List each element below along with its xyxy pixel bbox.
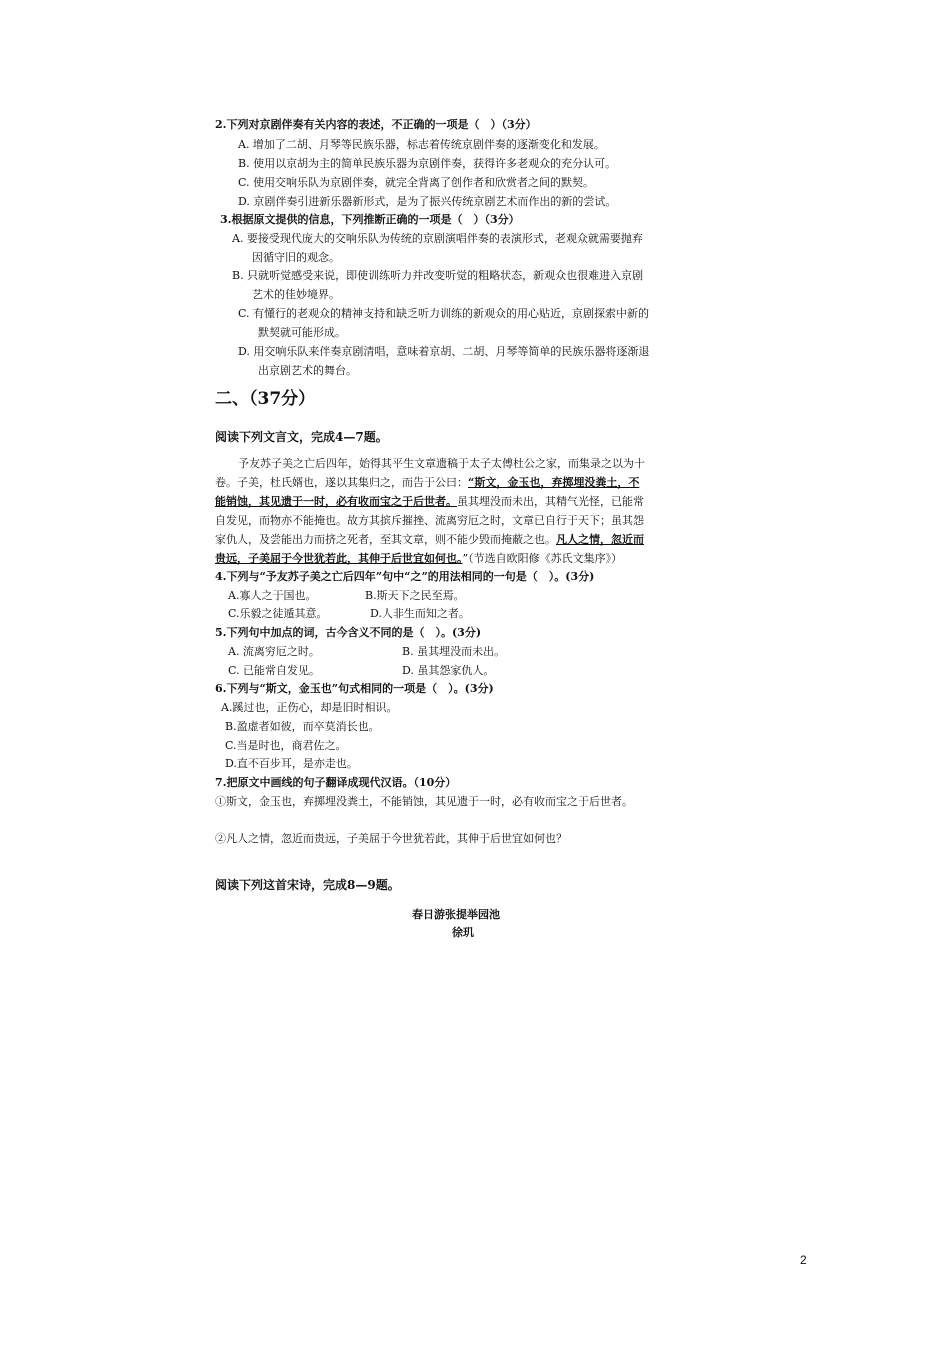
q6-option-d: D.直不百步耳，是亦走也。	[225, 757, 358, 770]
q3-option-c-cont: 默契就可能形成。	[258, 326, 346, 339]
q7-stem: 7.把原文中画线的句子翻译成现代汉语。（10分）	[215, 776, 457, 789]
q3-stem: 3.根据原文提供的信息，下列推断正确的一项是（ ）（3分）	[220, 213, 520, 226]
q4-option-a: A.寡人之于国也。	[228, 589, 317, 602]
underlined-sentence-2: 凡人之情，忽近而	[556, 533, 644, 546]
q5-option-d: D. 虽其怨家仇人。	[402, 664, 495, 677]
passage-text: 卷。子美，杜氏婿也，遂以其集归之，而告于公曰：	[215, 476, 468, 489]
q5-stem: 5.下列句中加点的词，古今含义不同的是（ ）。(3分)	[215, 626, 482, 639]
q3-option-b-cont: 艺术的佳妙境界。	[252, 288, 340, 301]
passage-line: 予友苏子美之亡后四年，始得其平生文章遗稿于太子太傅杜公之家，而集录之以为十	[238, 457, 645, 470]
passage-line	[215, 532, 644, 547]
q5-option-c: C. 已能常自发见。	[228, 664, 321, 677]
q2-option-a: A. 增加了二胡、月琴等民族乐器，标志着传统京剧伴奏的逐渐变化和发展。	[238, 138, 605, 151]
q4-stem: 4.下列与“予友苏子美之亡后四年”句中“之”的用法相同的一句是（ ）。(3分)	[215, 570, 595, 583]
q7-sentence-2: ②凡人之情，忽近而贵远，子美屈于今世犹若此，其伸于后世宜如何也？	[215, 832, 567, 845]
section-heading: 二、（37分）	[215, 389, 316, 409]
q3-option-a: A. 要接受现代庞大的交响乐队为传统的京剧演唱伴奏的表演形式，老观众就需要抛弃	[232, 232, 643, 245]
passage-text: 虽其埋没而未出，其精气光怪，已能常	[457, 495, 644, 508]
passage-line	[215, 551, 622, 566]
q2-option-c: C. 使用交响乐队为京剧伴奏，就完全背离了创作者和欣赏者之间的默契。	[238, 176, 595, 189]
q6-stem: 6.下列与“斯文，金玉也”句式相同的一项是（ ）。(3分)	[215, 682, 494, 695]
poem-intro: 阅读下列这首宋诗，完成8—9题。	[215, 878, 400, 892]
q3-option-d: D. 用交响乐队来伴奏京剧清唱，意味着京胡、二胡、月琴等简单的民族乐器将逐渐退	[238, 345, 650, 358]
page-number: 2	[800, 1253, 807, 1267]
q4-option-d: D.人非生而知之者。	[370, 607, 470, 620]
q3-option-c: C. 有懂行的老观众的精神支持和缺乏听力训练的新观众的用心贴近，京剧探索中新的	[238, 307, 650, 320]
passage-line	[215, 475, 639, 490]
q6-option-a: A.蹊过也，正伤心，却是旧时相识。	[221, 701, 398, 714]
passage-text: 家仇人，及尝能出力而挤之死者，至其文章，则不能少毁而掩蔽之也。	[215, 533, 556, 546]
q2-stem: 2.下列对京剧伴奏有关内容的表述，不正确的一项是（ ）（3分）	[215, 118, 537, 131]
passage-line	[215, 494, 644, 509]
poem-title: 春日游张提举园池	[412, 908, 500, 921]
q5-option-a: A. 流离穷厄之时。	[228, 645, 320, 658]
underlined-sentence-2-cont: 贵远，子美屈于今世犹若此，其伸于后世宜如何也。	[215, 552, 463, 565]
q2-option-d: D. 京剧伴奏引进新乐器新形式，是为了振兴传统京剧艺术而作出的新的尝试。	[238, 195, 617, 208]
q4-option-c: C.乐毅之徒遁其意。	[228, 607, 328, 620]
reading-intro: 阅读下列文言文，完成4—7题。	[215, 430, 388, 444]
q4-option-b: B.斯天下之民至焉。	[365, 589, 465, 602]
poem-author: 徐玑	[452, 926, 474, 939]
q6-option-b: B.盈虚者如彼，而卒莫消长也。	[225, 720, 380, 733]
underlined-sentence-1: “斯文，金玉也，弃掷埋没粪土，不	[468, 476, 640, 489]
passage-source: ”（节选自欧阳修《苏氏文集序》）	[462, 552, 623, 565]
q3-option-b: B. 只就听觉感受来说，即使训练听力并改变听觉的粗略状态，新观众也很难进入京剧	[232, 269, 644, 282]
q3-option-a-cont: 因循守旧的观念。	[252, 251, 340, 264]
q6-option-c: C.当是时也，商君佐之。	[225, 739, 347, 752]
q5-option-b: B. 虽其埋没而未出。	[402, 645, 506, 658]
q3-option-d-cont: 出京剧艺术的舞台。	[258, 364, 357, 377]
underlined-sentence-1-cont: 能销蚀，其见遗于一时，必有收而宝之于后世者。	[215, 495, 457, 508]
q2-option-b: B. 使用以京胡为主的简单民族乐器为京剧伴奏，获得许多老观众的充分认可。	[238, 157, 617, 170]
q7-sentence-1: ①斯文，金玉也，弃掷埋没粪土，不能销蚀，其见遗于一时，必有收而宝之于后世者。	[215, 795, 633, 808]
passage-line: 自发见，而物亦不能掩也。故方其摈斥摧挫、流离穷厄之时，文章已自行于天下；虽其怨	[215, 514, 644, 527]
